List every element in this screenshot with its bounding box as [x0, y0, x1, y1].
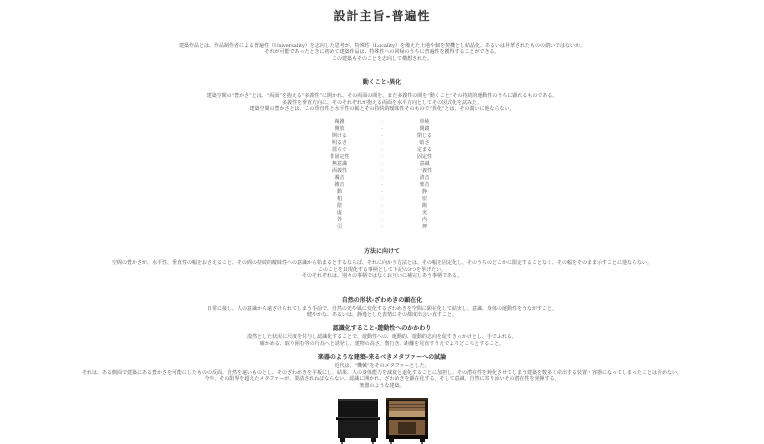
- pair-left: 無意識: [331, 161, 347, 168]
- word-pair-row: [312, 175, 452, 182]
- pair-right: 内: [421, 217, 427, 224]
- pair-right: 定まる: [416, 147, 432, 154]
- pair-left: 開ける: [331, 133, 347, 140]
- text-line: 建築空間の“豊かさ”とは、“両面”を抱える“多義性”に開かれ、その両面の間を、また多義性の間を“動くこと”その持続的運動性のうちに顕れるものである。: [206, 93, 558, 100]
- pair-left: 粗: [336, 196, 342, 203]
- word-pair-row: [312, 210, 452, 217]
- word-pair-row: [312, 168, 452, 175]
- text-line: 建築作品とは、作品制作者による普遍性（Universality）を志向した思考が、特殊性（Locality）を備えた土地や個を契機とし結晶化、あるいは昇華されたものの謂いではないか。: [179, 43, 585, 49]
- section-title-toward-method: 方法に向けて: [363, 248, 400, 256]
- section-title-natural-forms: 自然の形状-ざわめきの顕在化: [341, 296, 423, 304]
- word-pair-row: [312, 119, 452, 126]
- text-line: このことを具現化する事柄として下記の3つを挙げたい。: [317, 266, 447, 273]
- text-line: 近代は、“機械”をそのメタファーとした。: [334, 363, 430, 370]
- section-paragraph-toward-method: [0, 260, 764, 279]
- pair-left: 濁音: [334, 175, 345, 182]
- text-line: 今や、その限界を超えたメタファーが、要請されねばならない。認識に開かれ、ざわめきを顕在化する、そして意識、自然に寄り添いその潜在性を発揮する、: [204, 376, 560, 383]
- pair-left: 外: [336, 217, 342, 224]
- text-line: 健やかな、あるいは、静逸とした表情にその都度出会い直すこと。: [306, 312, 457, 319]
- intro-paragraph: [0, 43, 764, 62]
- text-line: 楽器のような建築。: [359, 382, 405, 389]
- pair-right: 意識: [419, 161, 430, 168]
- text-line: 日常に接し、人の意識から遠ざけられてしまう手前で、自然の光や風に変化するざわめきを空間に顕在化して結実し、意識、身体の運動性をうながすこと。: [207, 305, 557, 312]
- pair-right: 暗さ: [419, 140, 430, 147]
- pair-right: 単純: [419, 119, 430, 126]
- text-line: 空間の豊かさが、水平性、垂直性の幅をおさえること、その間の持続的曖昧性への意識から始まるとするならば、それに向かう方法とは、その幅を固定化し、そのうちのどこかに限定することなく、その幅をそのまま示すことに他ならない。: [112, 260, 652, 267]
- pair-left: 動: [336, 189, 342, 196]
- pair-left: 両義性: [331, 168, 347, 175]
- pair-dash: -: [381, 126, 383, 133]
- text-line: それは、ある側面で建築にある豊かさを可能にしたものの反面、自然を遠いものとし、そのざわめきを平板にし、結果、人の身体能力を減衰と退化することに加担し、その潜在性を鈍化させてしまう建築を数多く産出する装置・容器になってしまったことは否めない。: [81, 369, 682, 376]
- pair-dash: -: [381, 203, 383, 210]
- pair-dash: -: [381, 175, 383, 182]
- open-upright-piano-image: [384, 394, 430, 444]
- pair-left: 陰: [336, 203, 342, 210]
- pair-dash: -: [381, 140, 383, 147]
- pair-right: 閉じる: [416, 133, 432, 140]
- pair-dash: -: [381, 154, 383, 161]
- word-pair-row: [312, 203, 452, 210]
- pair-dash: -: [381, 133, 383, 140]
- pair-left: 引: [336, 224, 342, 231]
- word-pair-row: [312, 182, 452, 189]
- section-title-recognition: 認識化すること-遊動性へのかかわり: [332, 325, 432, 333]
- pair-left: 複雑: [334, 119, 345, 126]
- pair-right: 実: [421, 210, 427, 217]
- figure-row: [0, 394, 764, 444]
- pair-right: 閉鎖: [419, 126, 430, 133]
- pair-left: 雑音: [334, 182, 345, 189]
- pair-dash: -: [381, 168, 383, 175]
- page-title: 設計主旨-普遍性: [333, 9, 431, 23]
- pair-right: 密: [421, 196, 427, 203]
- pair-dash: -: [381, 189, 383, 196]
- section-paragraph-instrument-architecture: [0, 363, 764, 389]
- pair-dash: -: [381, 210, 383, 217]
- text-line: 漠然とした状況に尺度を付与し認識化することで、遊動性への、運動的、遊動的志向を促すきっかけとし、手でふれる、: [247, 334, 517, 341]
- section-paragraph-natural-forms: [0, 306, 764, 319]
- text-line: 建築空間の豊かさとは、この垂直性と水平性の幅とその持続的曖昧性そのもので“異化”とは、その謂いに他ならない。: [249, 106, 515, 113]
- closed-upright-piano-image: [335, 394, 381, 444]
- pair-right: 静: [421, 189, 427, 196]
- pair-left: 開放: [334, 126, 345, 133]
- pair-right: 楽音: [419, 182, 430, 189]
- section-paragraph-recognition: [0, 334, 764, 347]
- pair-left: 明るさ: [331, 140, 347, 147]
- pair-dash: -: [381, 196, 383, 203]
- section-title-moving-alienation: 動くこと-異化: [362, 79, 402, 87]
- section-paragraph-moving-alienation: [0, 93, 764, 112]
- word-pair-table: [312, 119, 452, 231]
- pair-dash: -: [381, 161, 383, 168]
- pair-right: 清音: [419, 175, 430, 182]
- pair-dash: -: [381, 217, 383, 224]
- text-line: この建築もそのことを志向して構想された。: [331, 55, 432, 62]
- word-pair-row: [312, 224, 452, 231]
- section-title-instrument-architecture: 楽器のような建築-来るべきメタファーへの試論: [317, 354, 447, 362]
- word-pair-row: [312, 217, 452, 224]
- pair-dash: -: [381, 119, 383, 126]
- pair-left: 揺らぐ: [331, 147, 347, 154]
- text-line: それが可能であったときに初めて建築作品は、特殊性への回帰のうちに普遍性を獲得することができる。: [264, 49, 500, 56]
- pair-right: 陽: [421, 203, 427, 210]
- text-line: そのそれぞれは、別々の事柄ではなくお互いに補完しあう事柄である。: [301, 273, 462, 280]
- pair-left: 非固定性: [329, 154, 350, 161]
- pair-dash: -: [381, 224, 383, 231]
- pair-left: 虚: [336, 210, 342, 217]
- pair-dash: -: [381, 182, 383, 189]
- text-line: 確かめる、取り囲む等の行為へと誘発し、建物の高さ、奥行き、距離を見直すうえでよりどころとすること。: [259, 340, 505, 347]
- pair-right: 一義性: [416, 168, 432, 175]
- pair-dash: -: [381, 147, 383, 154]
- pair-right: 押: [421, 224, 427, 231]
- pair-right: 固定性: [416, 154, 432, 161]
- text-line: 多義性を垂直方向に、そのそれぞれが抱える両面を水平方向としてその図式化を試みた。: [281, 99, 482, 106]
- word-pair-row: [312, 189, 452, 196]
- word-pair-row: [312, 196, 452, 203]
